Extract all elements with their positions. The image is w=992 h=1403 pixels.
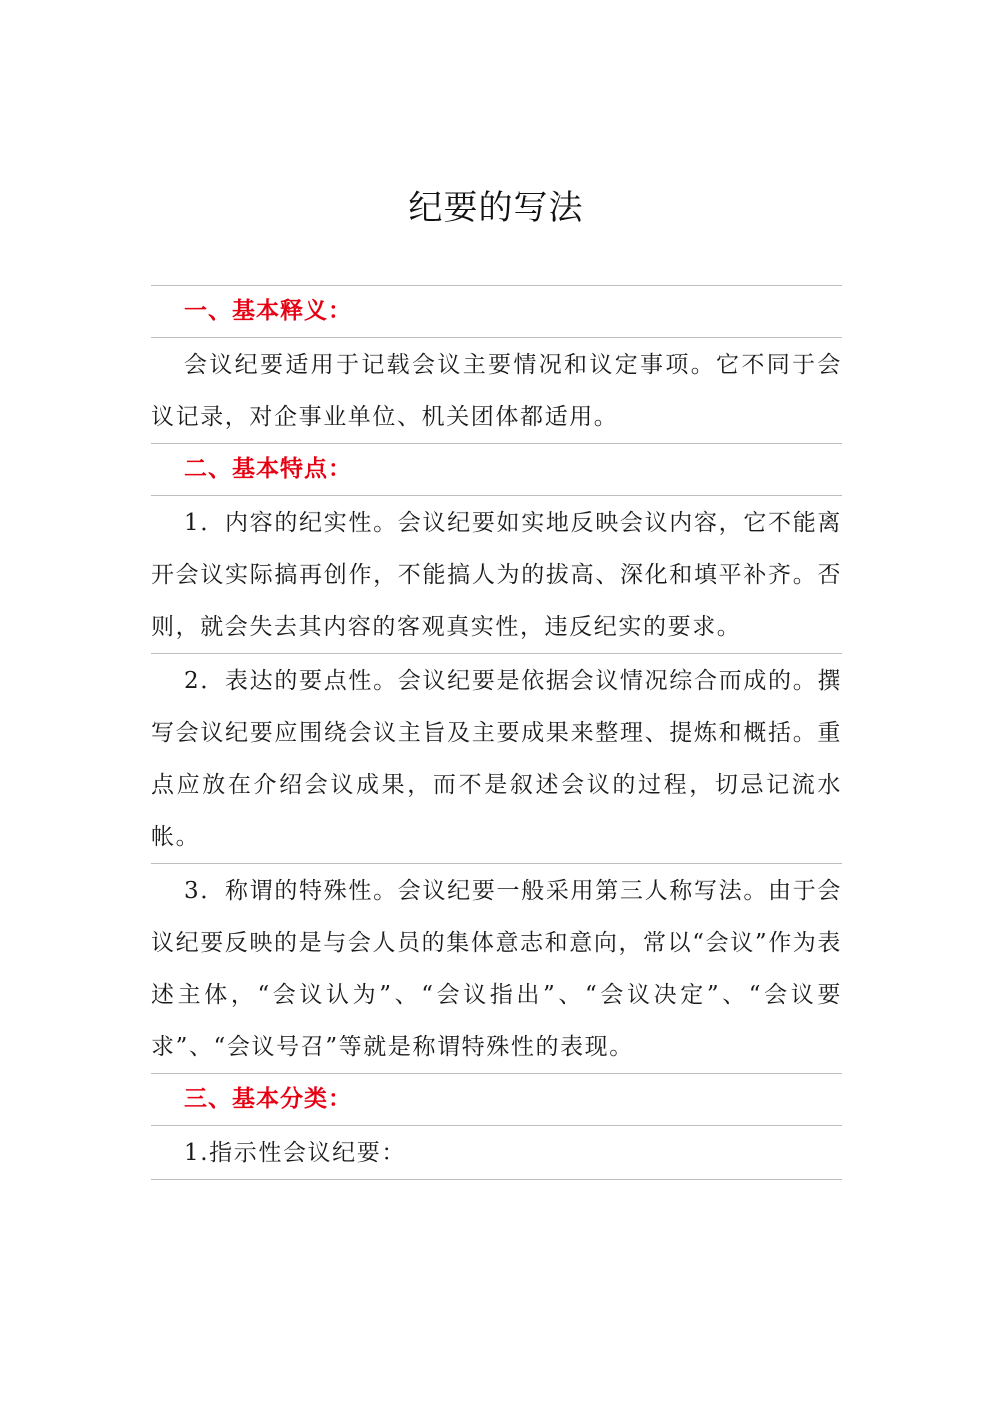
- page-title: 纪要的写法: [408, 188, 584, 228]
- paragraph-key-points: [151, 653, 842, 863]
- paragraph-appellation: [151, 863, 842, 1073]
- document-body: [151, 285, 842, 1180]
- paragraph-factuality: [151, 495, 842, 653]
- paragraph-text: 会议纪要适用于记载会议主要情况和议定事项。它不同于会议记录，对企事业单位、机关团体都适用。: [151, 352, 842, 430]
- paragraph-directive-minutes: [151, 1125, 842, 1180]
- section-heading-characteristics: [151, 443, 842, 495]
- paragraph-text: 1.指示性会议纪要：: [184, 1140, 406, 1166]
- section-heading: 二、基本特点：: [184, 456, 352, 482]
- section-heading: 三、基本分类：: [184, 1086, 352, 1112]
- paragraph-text: 2．表达的要点性。会议纪要是依据会议情况综合而成的。撰写会议纪要应围绕会议主旨及主要成果来整理、提炼和概括。重点应放在介绍会议成果，而不是叙述会议的过程，切忌记流水帐。: [151, 668, 842, 850]
- section-heading-definition: [151, 285, 842, 337]
- paragraph-definition: [151, 337, 842, 443]
- section-heading: 一、基本释义：: [184, 298, 352, 324]
- paragraph-text: 3．称谓的特殊性。会议纪要一般采用第三人称写法。由于会议纪要反映的是与会人员的集体意志和意向，常以“会议”作为表述主体，“会议认为”、“会议指出”、“会议决定”、“会议要求”、“会议号召”等就是称谓特殊性的表现。: [151, 878, 842, 1060]
- paragraph-text: 1．内容的纪实性。会议纪要如实地反映会议内容，它不能离开会议实际搞再创作，不能搞人为的拔高、深化和填平补齐。否则，就会失去其内容的客观真实性，违反纪实的要求。: [151, 510, 842, 640]
- section-heading-classification: [151, 1073, 842, 1125]
